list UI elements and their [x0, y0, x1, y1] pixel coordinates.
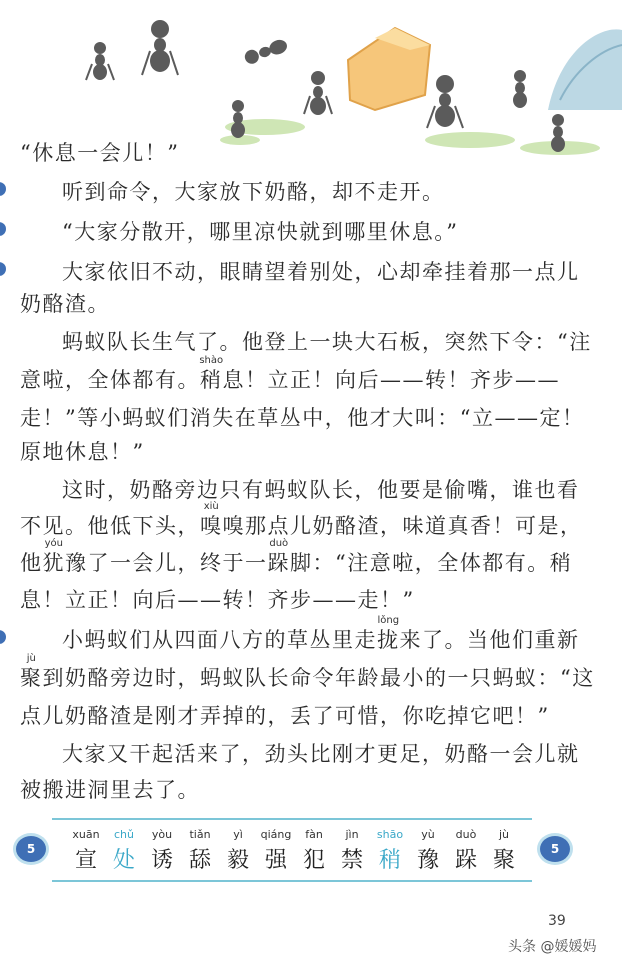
watermark: 头条 @媛媛妈: [508, 939, 597, 955]
annotated-char: [20, 653, 43, 690]
text-segment: 不见。他低下头，: [20, 514, 200, 538]
text-line: 走！”等小蚂蚁们消失在草丛中，他才大叫：“立——定！: [20, 406, 585, 430]
vocab-pinyin: qiáng: [260, 828, 292, 841]
vocab-character: [106, 820, 142, 874]
text-line: “大家分散开，哪里凉快就到哪里休息。”: [62, 220, 459, 244]
vocab-character: [258, 820, 294, 874]
text-line: 听到命令，大家放下奶酪，却不走开。: [62, 180, 445, 204]
text-line: 被搬进洞里去了。: [20, 778, 200, 802]
vocab-hanzi: 宣: [74, 848, 97, 873]
text-line: [20, 590, 415, 611]
pinyin-label: shào: [199, 355, 224, 366]
vocab-pinyin: yù: [421, 828, 435, 841]
vocab-character: [372, 820, 408, 874]
vocabulary-bar: [52, 818, 532, 882]
text-segment: ”: [402, 588, 415, 612]
vocab-pinyin: yì: [233, 828, 243, 841]
lesson-number-badge: 5: [540, 836, 570, 862]
text-line: [20, 355, 560, 392]
vocab-character: [220, 820, 256, 874]
vocab-hanzi: 跺: [454, 848, 477, 873]
vocab-hanzi: 舔: [188, 848, 211, 873]
vocab-pinyin: duò: [455, 828, 477, 841]
text-line: [20, 501, 583, 538]
vocab-character: [182, 820, 218, 874]
vocab-pinyin: tiǎn: [189, 828, 211, 841]
text-segment: 到奶酪旁边时，蚂蚁队长命令年龄最小的一只蚂蚁：“这: [42, 666, 595, 690]
text-segment: 豫了一会儿，终于一: [65, 551, 268, 575]
text-line: 点儿奶酪渣是刚才弄掉的，丢了可惜，你吃掉它吧！”: [20, 704, 550, 728]
vocab-hanzi: 稍: [378, 848, 401, 873]
annotated-char: [42, 538, 66, 575]
hanzi: 犹: [42, 551, 65, 575]
lesson-number-badge: 5: [16, 836, 46, 862]
text-line: 大家依旧不动，眼睛望着别处，心却牵挂着那一点儿: [62, 260, 580, 284]
vocab-pinyin: jù: [498, 828, 510, 841]
text-segment: 息！立正！向后——转！齐步——: [222, 368, 560, 392]
margin-marker: [0, 222, 6, 236]
text-segment: 脚：“注意啦，全体都有。稍: [290, 551, 573, 575]
text-segment: 他: [20, 551, 43, 575]
hanzi: 嗅: [200, 514, 223, 538]
text-segment: 息！立正！向后——转！齐步——走！: [20, 588, 403, 612]
margin-marker: [0, 630, 6, 644]
vocab-character: [68, 820, 104, 874]
hanzi: 稍: [200, 368, 223, 392]
pinyin-label: jù: [26, 653, 36, 664]
vocab-character: [144, 820, 180, 874]
vocab-hanzi: 禁: [340, 848, 363, 873]
vocab-hanzi: 聚: [492, 848, 515, 873]
vocab-hanzi: 犯: [302, 848, 325, 873]
vocab-character: [448, 820, 484, 874]
annotated-char: [199, 355, 224, 392]
vocab-hanzi: 豫: [416, 848, 439, 873]
text-line: [62, 615, 580, 652]
vocab-pinyin: xuān: [72, 828, 100, 841]
vocab-pinyin: jìn: [345, 828, 359, 841]
pinyin-label: yóu: [44, 538, 63, 549]
text-segment: 意啦，全体都有。: [20, 368, 200, 392]
text-line: 大家又干起活来了，劲头比刚才更足，奶酪一会儿就: [62, 742, 580, 766]
text-line: 这时，奶酪旁边只有蚂蚁队长，他要是偷嘴，谁也看: [62, 478, 580, 502]
annotated-char: [267, 538, 291, 575]
text-line: 蚂蚁队长生气了。他登上一块大石板，突然下令：“注: [62, 330, 592, 354]
text-line: 奶酪渣。: [20, 292, 110, 316]
pinyin-label: duò: [269, 538, 289, 549]
vocab-hanzi: 诱: [150, 848, 173, 873]
vocab-hanzi: 处: [112, 848, 135, 873]
page-number: 39: [548, 913, 566, 929]
margin-marker: [0, 182, 6, 196]
text-line: “休息一会儿！”: [20, 141, 180, 165]
text-segment: 嗅那点儿奶酪渣，味道真香！可是，: [222, 514, 583, 538]
vocab-pinyin: fàn: [305, 828, 323, 841]
text-line: [20, 538, 573, 575]
vocab-character: [486, 820, 522, 874]
margin-marker: [0, 262, 6, 276]
hanzi: 聚: [20, 666, 43, 690]
text-segment: 小蚂蚁们从四面八方的草丛里走: [62, 628, 377, 652]
vocab-pinyin: chǔ: [114, 828, 134, 841]
vocab-pinyin: yòu: [151, 828, 173, 841]
vocab-pinyin: shāo: [376, 828, 404, 841]
hanzi: 跺: [267, 551, 290, 575]
pinyin-label: xiù: [203, 501, 219, 512]
vocab-character: [410, 820, 446, 874]
text-line: [20, 653, 595, 690]
vocab-character: [334, 820, 370, 874]
annotated-char: [200, 501, 223, 538]
text-line: 原地休息！”: [20, 440, 145, 464]
annotated-char: [377, 615, 400, 652]
vocab-hanzi: 强: [264, 848, 287, 873]
pinyin-label: lǒng: [377, 615, 400, 626]
hanzi: 拢: [377, 628, 400, 652]
vocab-hanzi: 毅: [226, 848, 249, 873]
text-segment: 来了。当他们重新: [399, 628, 580, 652]
vocab-character: [296, 820, 332, 874]
